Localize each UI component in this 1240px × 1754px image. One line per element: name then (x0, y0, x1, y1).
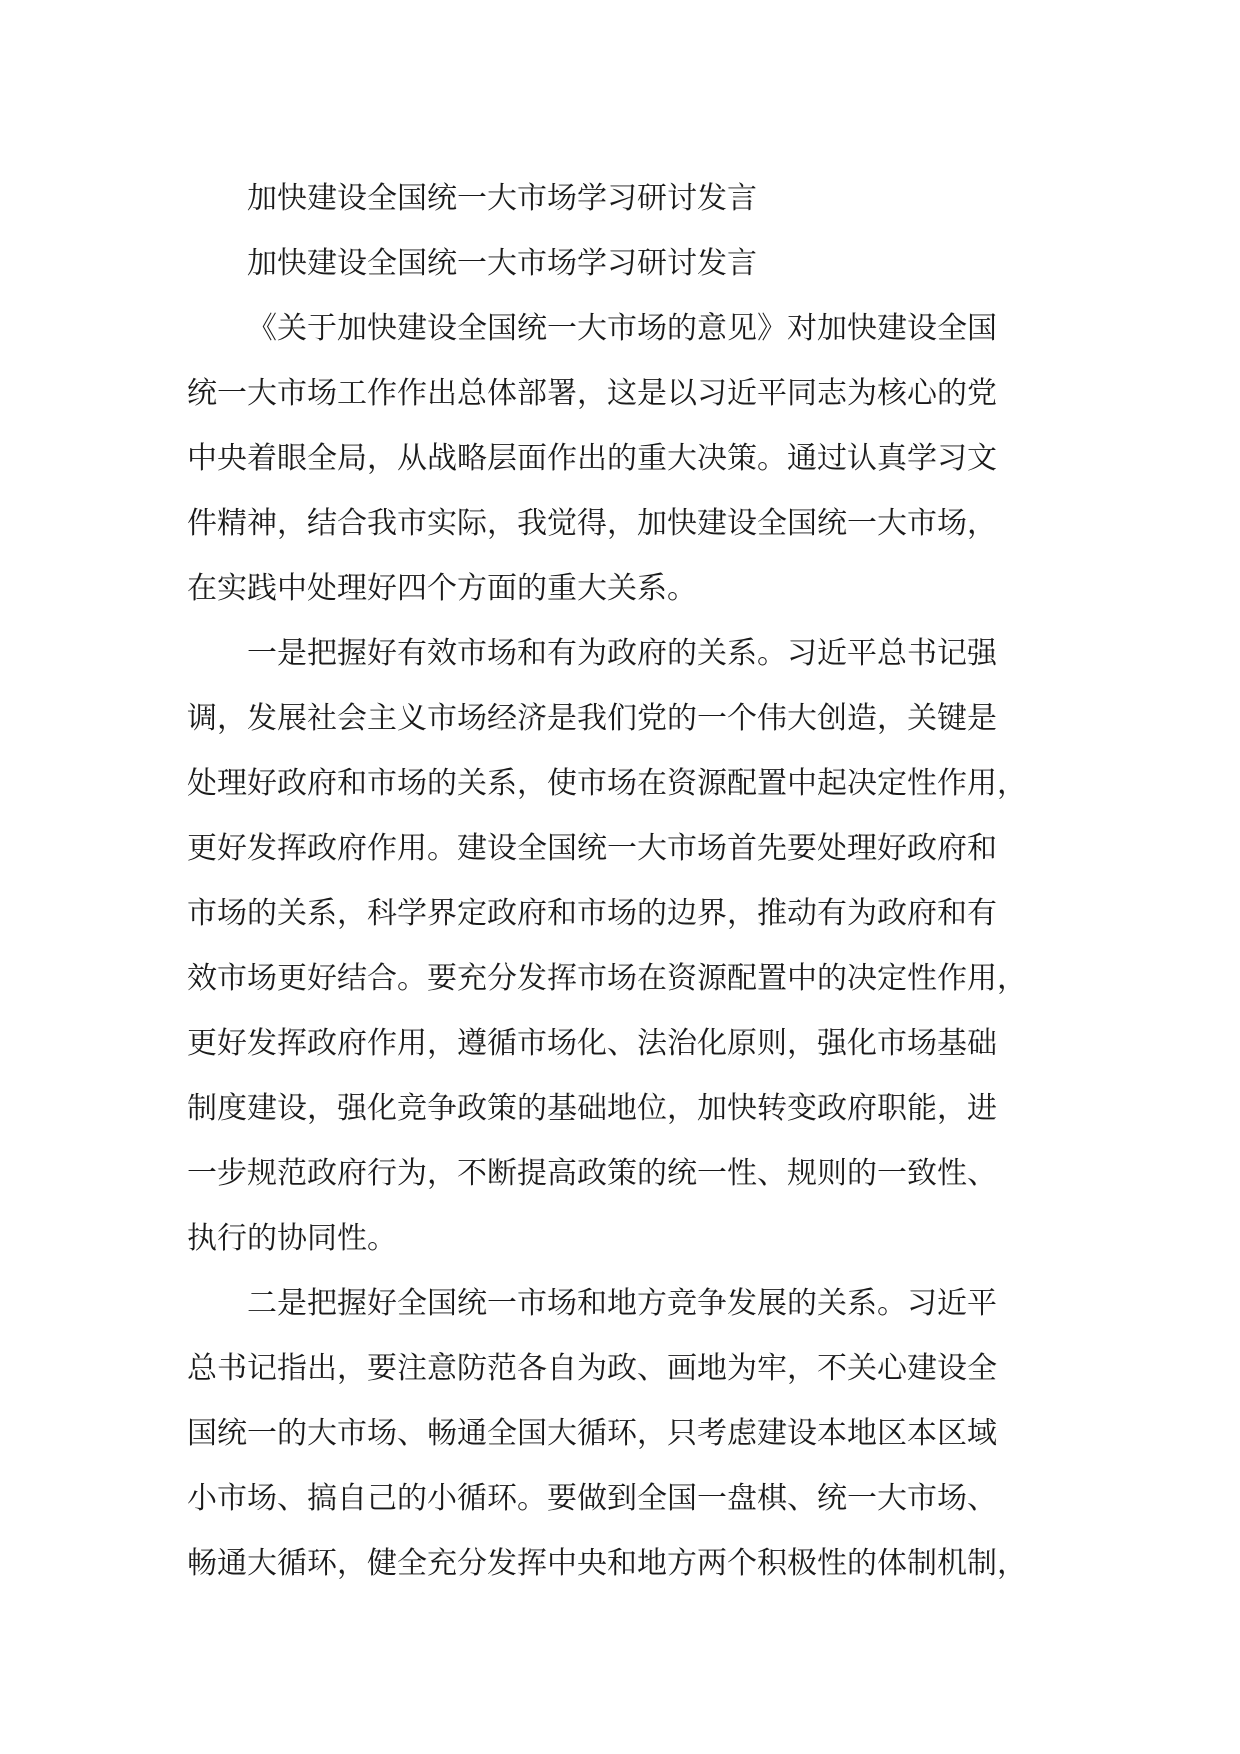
paragraph-line: 处理好政府和市场的关系，使市场在资源配置中起决定性作用， (187, 766, 1027, 801)
paragraph-line: 在实践中处理好四个方面的重大关系。 (187, 571, 697, 606)
paragraph-line: 更好发挥政府作用。建设全国统一大市场首先要处理好政府和 (187, 831, 997, 866)
paragraph-line: 总书记指出，要注意防范各自为政、画地为牢，不关心建设全 (187, 1351, 997, 1386)
paragraph-line: 二是把握好全国统一市场和地方竞争发展的关系。习近平 (247, 1286, 997, 1321)
paragraph-line: 效市场更好结合。要充分发挥市场在资源配置中的决定性作用， (187, 961, 1027, 996)
paragraph-line: 一是把握好有效市场和有为政府的关系。习近平总书记强 (247, 636, 997, 671)
paragraph-line: 件精神，结合我市实际，我觉得，加快建设全国统一大市场， (187, 506, 997, 541)
paragraph-line: 畅通大循环，健全充分发挥中央和地方两个积极性的体制机制， (187, 1546, 1027, 1581)
paragraph-line: 统一大市场工作作出总体部署，这是以习近平同志为核心的党 (187, 376, 997, 411)
paragraph-line: 一步规范政府行为，不断提高政策的统一性、规则的一致性、 (187, 1156, 997, 1191)
paragraph-line: 调，发展社会主义市场经济是我们党的一个伟大创造，关键是 (187, 701, 997, 736)
paragraph-line: 更好发挥政府作用，遵循市场化、法治化原则，强化市场基础 (187, 1026, 997, 1061)
paragraph-line: 市场的关系，科学界定政府和市场的边界，推动有为政府和有 (187, 896, 997, 931)
paragraph-line: 制度建设，强化竞争政策的基础地位，加快转变政府职能，进 (187, 1091, 997, 1126)
document-subtitle: 加快建设全国统一大市场学习研讨发言 (247, 246, 757, 281)
paragraph-line: 小市场、搞自己的小循环。要做到全国一盘棋、统一大市场、 (187, 1481, 997, 1516)
paragraph-line: 《关于加快建设全国统一大市场的意见》对加快建设全国 (247, 311, 997, 346)
paragraph-line: 国统一的大市场、畅通全国大循环，只考虑建设本地区本区域 (187, 1416, 997, 1451)
paragraph-line: 执行的协同性。 (187, 1221, 397, 1256)
document-body (187, 166, 1087, 1596)
paragraph-line: 中央着眼全局，从战略层面作出的重大决策。通过认真学习文 (187, 441, 997, 476)
document-title: 加快建设全国统一大市场学习研讨发言 (247, 181, 757, 216)
